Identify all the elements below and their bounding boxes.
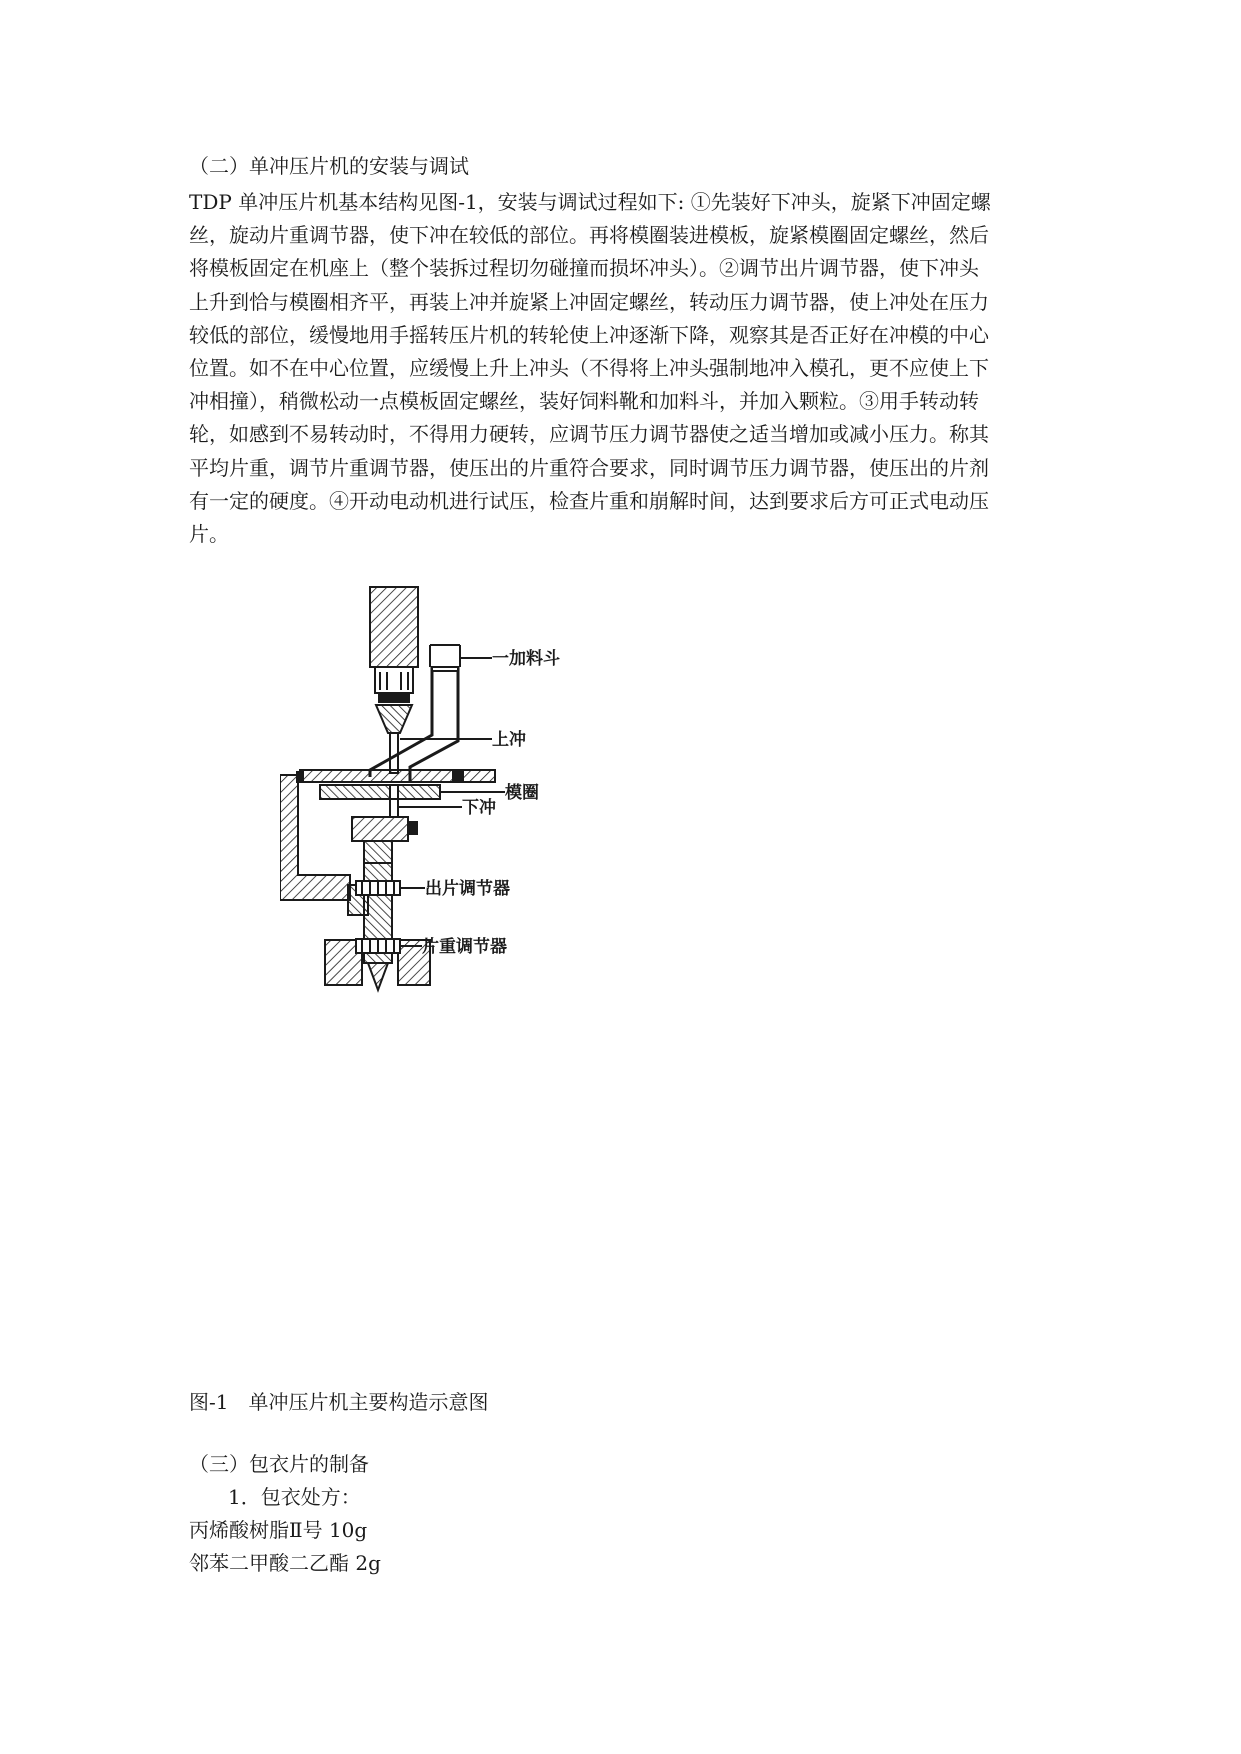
paragraph-line: 平均片重，调节片重调节器，使压出的片重符合要求，同时调节压力调节器，使压出的片剂 xyxy=(189,455,989,480)
paragraph-line: 将模板固定在机座上（整个装拆过程切勿碰撞而损坏冲头）。②调节出片调节器，使下冲头 xyxy=(189,256,979,281)
paragraph-line: 有一定的硬度。④开动电动机进行试压，检查片重和崩解时间，达到要求后方可正式电动压 xyxy=(189,488,989,513)
label-hopper: 一加料斗 xyxy=(492,649,560,669)
label-lower-punch: 下冲 xyxy=(462,798,496,818)
ingredient-line: 丙烯酸树脂Ⅱ号 10g xyxy=(189,1518,368,1542)
paragraph-line: 较低的部位，缓慢地用手摇转压片机的转轮使上冲逐渐下降，观察其是否正好在冲模的中心 xyxy=(189,322,989,347)
paragraph-line: 轮，如感到不易转动时，不得用力硬转，应调节压力调节器使之适当增加或减小压力。称其 xyxy=(189,422,989,447)
figure-caption: 图-1 单冲压片机主要构造示意图 xyxy=(189,1390,489,1414)
section2-heading: （二）单冲压片机的安装与调试 xyxy=(189,154,469,178)
paragraph-line: 位置。如不在中心位置，应缓慢上升上冲头（不得将上冲头强制地冲入模孔，更不应使上下 xyxy=(189,356,989,381)
paragraph-line: 上升到恰与模圈相齐平，再装上冲并旋紧上冲固定螺丝，转动压力调节器，使上冲处在压力 xyxy=(189,289,989,314)
paragraph-line: 片。 xyxy=(189,522,229,547)
section3-item1: 1．包衣处方： xyxy=(228,1485,361,1509)
paragraph-line: 冲相撞），稍微松动一点模板固定螺丝，装好饲料靴和加料斗，并加入颗粒。③用手转动转 xyxy=(189,389,979,414)
ingredient-line: 邻苯二甲酸二乙酯 2g xyxy=(189,1551,381,1575)
lower-punch xyxy=(352,799,418,863)
tablet-press-diagram xyxy=(280,545,620,1045)
upper-ram xyxy=(370,587,418,773)
section2-paragraph xyxy=(189,186,1059,551)
label-weight-adjuster: 片重调节器 xyxy=(422,937,507,957)
paragraph-line: 丝，旋动片重调节器，使下冲在较低的部位。再将模圈装进模板，旋紧模圈固定螺丝，然后 xyxy=(189,223,989,248)
label-die-ring: 模圈 xyxy=(505,783,539,803)
section3-heading: （三）包衣片的制备 xyxy=(189,1452,369,1476)
die-plate xyxy=(296,770,495,799)
paragraph-line: TDP 单冲压片机基本结构见图-1，安装与调试过程如下: ①先装好下冲头，旋紧下冲固定螺 xyxy=(189,190,991,214)
label-upper-punch: 上冲 xyxy=(492,730,526,750)
label-ejection-adjuster: 出片调节器 xyxy=(425,879,510,899)
